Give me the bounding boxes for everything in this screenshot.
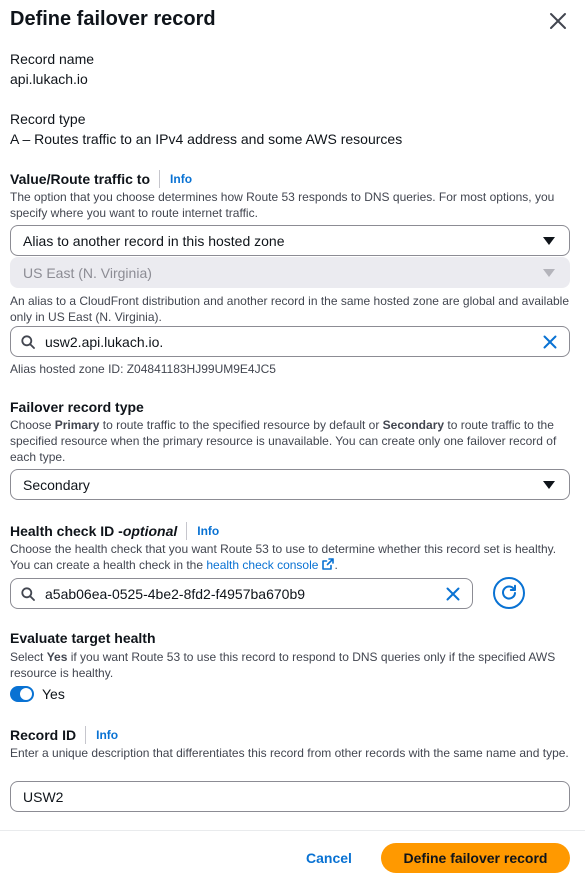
value-route-info-link[interactable]: Info: [170, 172, 193, 186]
health-check-console-link[interactable]: health check console: [206, 558, 319, 572]
health-check-info-link[interactable]: Info: [197, 524, 220, 538]
evaluate-health-description: Select Yes if you want Route 53 to use this record to respond to DNS queries only if the specified AWS resource is healthy.: [10, 650, 556, 680]
record-id-label: Record ID: [10, 727, 77, 743]
record-search-input[interactable]: [45, 334, 543, 350]
record-id-field[interactable]: [10, 781, 570, 812]
search-icon: [21, 587, 35, 601]
hosted-zone-id: Alias hosted zone ID: Z04841183HJ99UM9E4JC5: [10, 362, 276, 376]
record-name-value: api.lukach.io: [10, 71, 88, 87]
refresh-button[interactable]: [493, 577, 525, 609]
record-id-heading: [10, 726, 118, 744]
external-link-icon[interactable]: [322, 558, 334, 570]
health-check-search-field[interactable]: [10, 578, 473, 609]
failover-type-select[interactable]: [10, 469, 570, 500]
cancel-button[interactable]: Cancel: [306, 850, 352, 866]
value-route-label: Value/Route traffic to: [10, 171, 151, 187]
clear-icon[interactable]: [543, 335, 557, 349]
endpoint-select[interactable]: [10, 225, 570, 256]
health-check-input[interactable]: [45, 586, 446, 602]
search-icon: [21, 335, 35, 349]
region-note: An alias to a CloudFront distribution and another record in the same hosted zone are global and available only in US East (N. Virginia).: [10, 294, 570, 324]
failover-type-select-value: Secondary: [23, 476, 90, 493]
info-divider: [186, 522, 187, 540]
record-id-info-link[interactable]: Info: [96, 728, 119, 742]
footer-divider: [0, 830, 585, 831]
caret-down-icon: [543, 237, 555, 245]
endpoint-select-value: Alias to another record in this hosted zone: [23, 232, 285, 249]
record-id-description: Enter a unique description that differentiates this record from other records with the same name and type.: [10, 746, 569, 760]
health-check-heading: [10, 522, 219, 540]
toggle-knob: [20, 688, 32, 700]
close-button[interactable]: [545, 8, 571, 34]
region-select-value: US East (N. Virginia): [23, 264, 152, 281]
toggle-label: Yes: [42, 686, 65, 702]
record-type-value: A – Routes traffic to an IPv4 address and some AWS resources: [10, 131, 403, 147]
failover-type-label: Failover record type: [10, 399, 144, 415]
define-failover-record-button[interactable]: Define failover record: [381, 843, 570, 873]
caret-down-icon: [543, 269, 555, 277]
value-route-description: The option that you choose determines how Route 53 responds to DNS queries. For most options, you specify where you want to route internet traffic.: [10, 190, 555, 220]
clear-icon[interactable]: [446, 587, 460, 601]
refresh-icon: [500, 584, 518, 602]
failover-type-description: Choose Primary to route traffic to the specified resource by default or Secondary to route traffic to the specified resource when the primary resource is unavailable. You can create only one failover record of each type.: [10, 418, 557, 464]
close-icon: [549, 12, 567, 30]
caret-down-icon: [543, 481, 555, 489]
info-divider: [85, 726, 86, 744]
dialog-title: Define failover record: [10, 8, 216, 30]
record-name-label: Record name: [10, 51, 95, 67]
health-check-description: Choose the health check that you want Route 53 to use to determine whether this record set is healthy. You can create a health check in the health check console .: [10, 542, 557, 572]
record-type-label: Record type: [10, 111, 86, 127]
record-search-field[interactable]: [10, 326, 570, 357]
evaluate-health-toggle[interactable]: [10, 686, 34, 702]
optional-label: optional: [122, 523, 178, 539]
record-id-input[interactable]: [23, 789, 557, 805]
evaluate-health-label: Evaluate target health: [10, 630, 156, 646]
health-check-label: Health check ID -: [10, 523, 123, 539]
info-divider: [159, 170, 160, 188]
evaluate-health-toggle-row: [10, 686, 65, 702]
region-select: [10, 257, 570, 288]
value-route-heading: [10, 170, 192, 188]
